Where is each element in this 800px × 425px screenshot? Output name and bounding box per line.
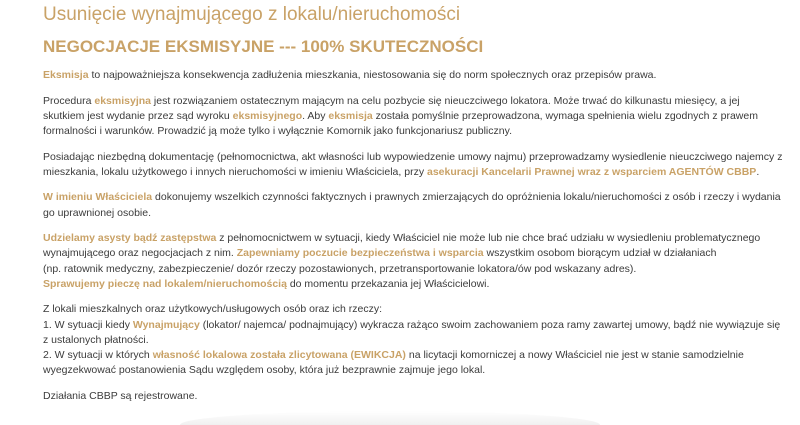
text: (np. ratownik medyczny, zabezpieczenie/ dozór rzeczy pozostawionych, przetransportowanie lokatora/ów pod wskazany adres). bbox=[43, 262, 637, 275]
text: do momentu przekazania jej Właścicielowi. bbox=[286, 277, 490, 290]
text: z pełnomocnictwem w sytuacji, kiedy Właściciel nie może lub nie chce brać udziału w wysiedleniu problematycznego wynajmującego oraz negocjacjach z nim. bbox=[43, 232, 761, 260]
highlight: własność lokalowa została zlicytowana (EWIKCJA) bbox=[152, 349, 406, 361]
text: jest rozwiązaniem ostatecznym mającym na celu pozbycie się nieuczciwego lokatora. Może trwać do kilkunastu miesięcy, a jej skutkiem jest wydanie przez sąd wyroku bbox=[43, 94, 740, 122]
text: Posiadając niezbędną dokumentację (pełnomocnictwa, akt własności lub wypowiedzenie umowy najmu) przeprowadzamy wysiedlenie nieuczciwego najemcy z mieszkania, lokalu użytkowego i innych nieruchomości w imieniu Właściciela, przy bbox=[43, 150, 783, 178]
paragraph-rejestrowane: Działania CBBP są rejestrowane. bbox=[43, 389, 198, 402]
text: Procedura bbox=[43, 94, 95, 107]
highlight: W imieniu Właściciela bbox=[43, 191, 153, 204]
paragraph-asysta bbox=[43, 231, 783, 292]
highlight: Wynajmujący bbox=[132, 318, 200, 331]
text: . Aby bbox=[302, 109, 329, 122]
text: . bbox=[756, 165, 760, 178]
text: wszystkim osobom biorącym udział w działaniach bbox=[483, 247, 717, 260]
text: 1. W sytuacji kiedy bbox=[43, 318, 133, 331]
list-item bbox=[43, 349, 744, 376]
text: została pomyślnie przeprowadzona, wymaga spełnienia wielu zgodnych z prawem formalności i warunków. Prowadzić ją może tylko i wyłącznie Komornik jako funkcjonariusz publiczny. bbox=[43, 109, 758, 137]
paragraph-procedura bbox=[43, 94, 783, 140]
highlight: Zapewniamy poczucie bezpieczeństwa i wsparcia bbox=[236, 247, 484, 260]
highlight: Eksmisja bbox=[43, 69, 89, 81]
paragraph-dokumentacja bbox=[43, 150, 783, 180]
text: dokonujemy wszelkich czynności faktycznych i prawnych zmierzających do opróżnienia lokalu/nieruchomości z osób i rzeczy i wydania go uprawnionej osobie. bbox=[43, 191, 781, 219]
paragraph-eksmisja bbox=[43, 68, 783, 83]
article-body bbox=[43, 68, 783, 414]
text: Z lokali mieszkalnych oraz użytkowych/usługowych osób oraz ich rzeczy: bbox=[43, 303, 383, 316]
paragraph-lokale bbox=[43, 302, 783, 378]
text: 2. W sytuacji w których bbox=[43, 349, 153, 361]
highlight: Udzielamy asysty bądź zastępstwa bbox=[43, 232, 217, 245]
highlight: eksmisyjna bbox=[94, 94, 151, 107]
text: na licytacji komorniczej a nowy Właściciel nie jest w stanie samodzielnie wyegzekwować postanowienia Sądu względem osoby, która już bezprawnie zajmuje jego lokal. bbox=[43, 349, 744, 377]
highlight: asekuracji Kancelarii Prawnej wraz z wsparciem AGENTÓW CBBP bbox=[426, 165, 757, 178]
paragraph-w-imieniu bbox=[43, 190, 783, 220]
list-item bbox=[43, 319, 780, 346]
highlight: eksmisyjnego bbox=[232, 109, 303, 122]
page-title: Usunięcie wynajmującego z lokalu/nieruchomości bbox=[43, 4, 461, 25]
highlight: Sprawujemy pieczę nad lokalem/nieruchomością bbox=[43, 277, 287, 290]
page-subtitle: NEGOCJACJE EKSMISYJNE --- 100% SKUTECZNOŚCI bbox=[43, 37, 484, 56]
text: (lokator/ najemca/ podnajmujący) wykracza rażąco swoim zachowaniem poza ramy zawartej umowy, bądź nie wywiązuje się z ustalonych płatności. bbox=[43, 318, 781, 346]
highlight: eksmisja bbox=[328, 109, 373, 122]
text: to najpoważniejsza konsekwencja zadłużenia mieszkania, niestosowania się do norm społecznych oraz przepisów prawa. bbox=[88, 69, 657, 81]
